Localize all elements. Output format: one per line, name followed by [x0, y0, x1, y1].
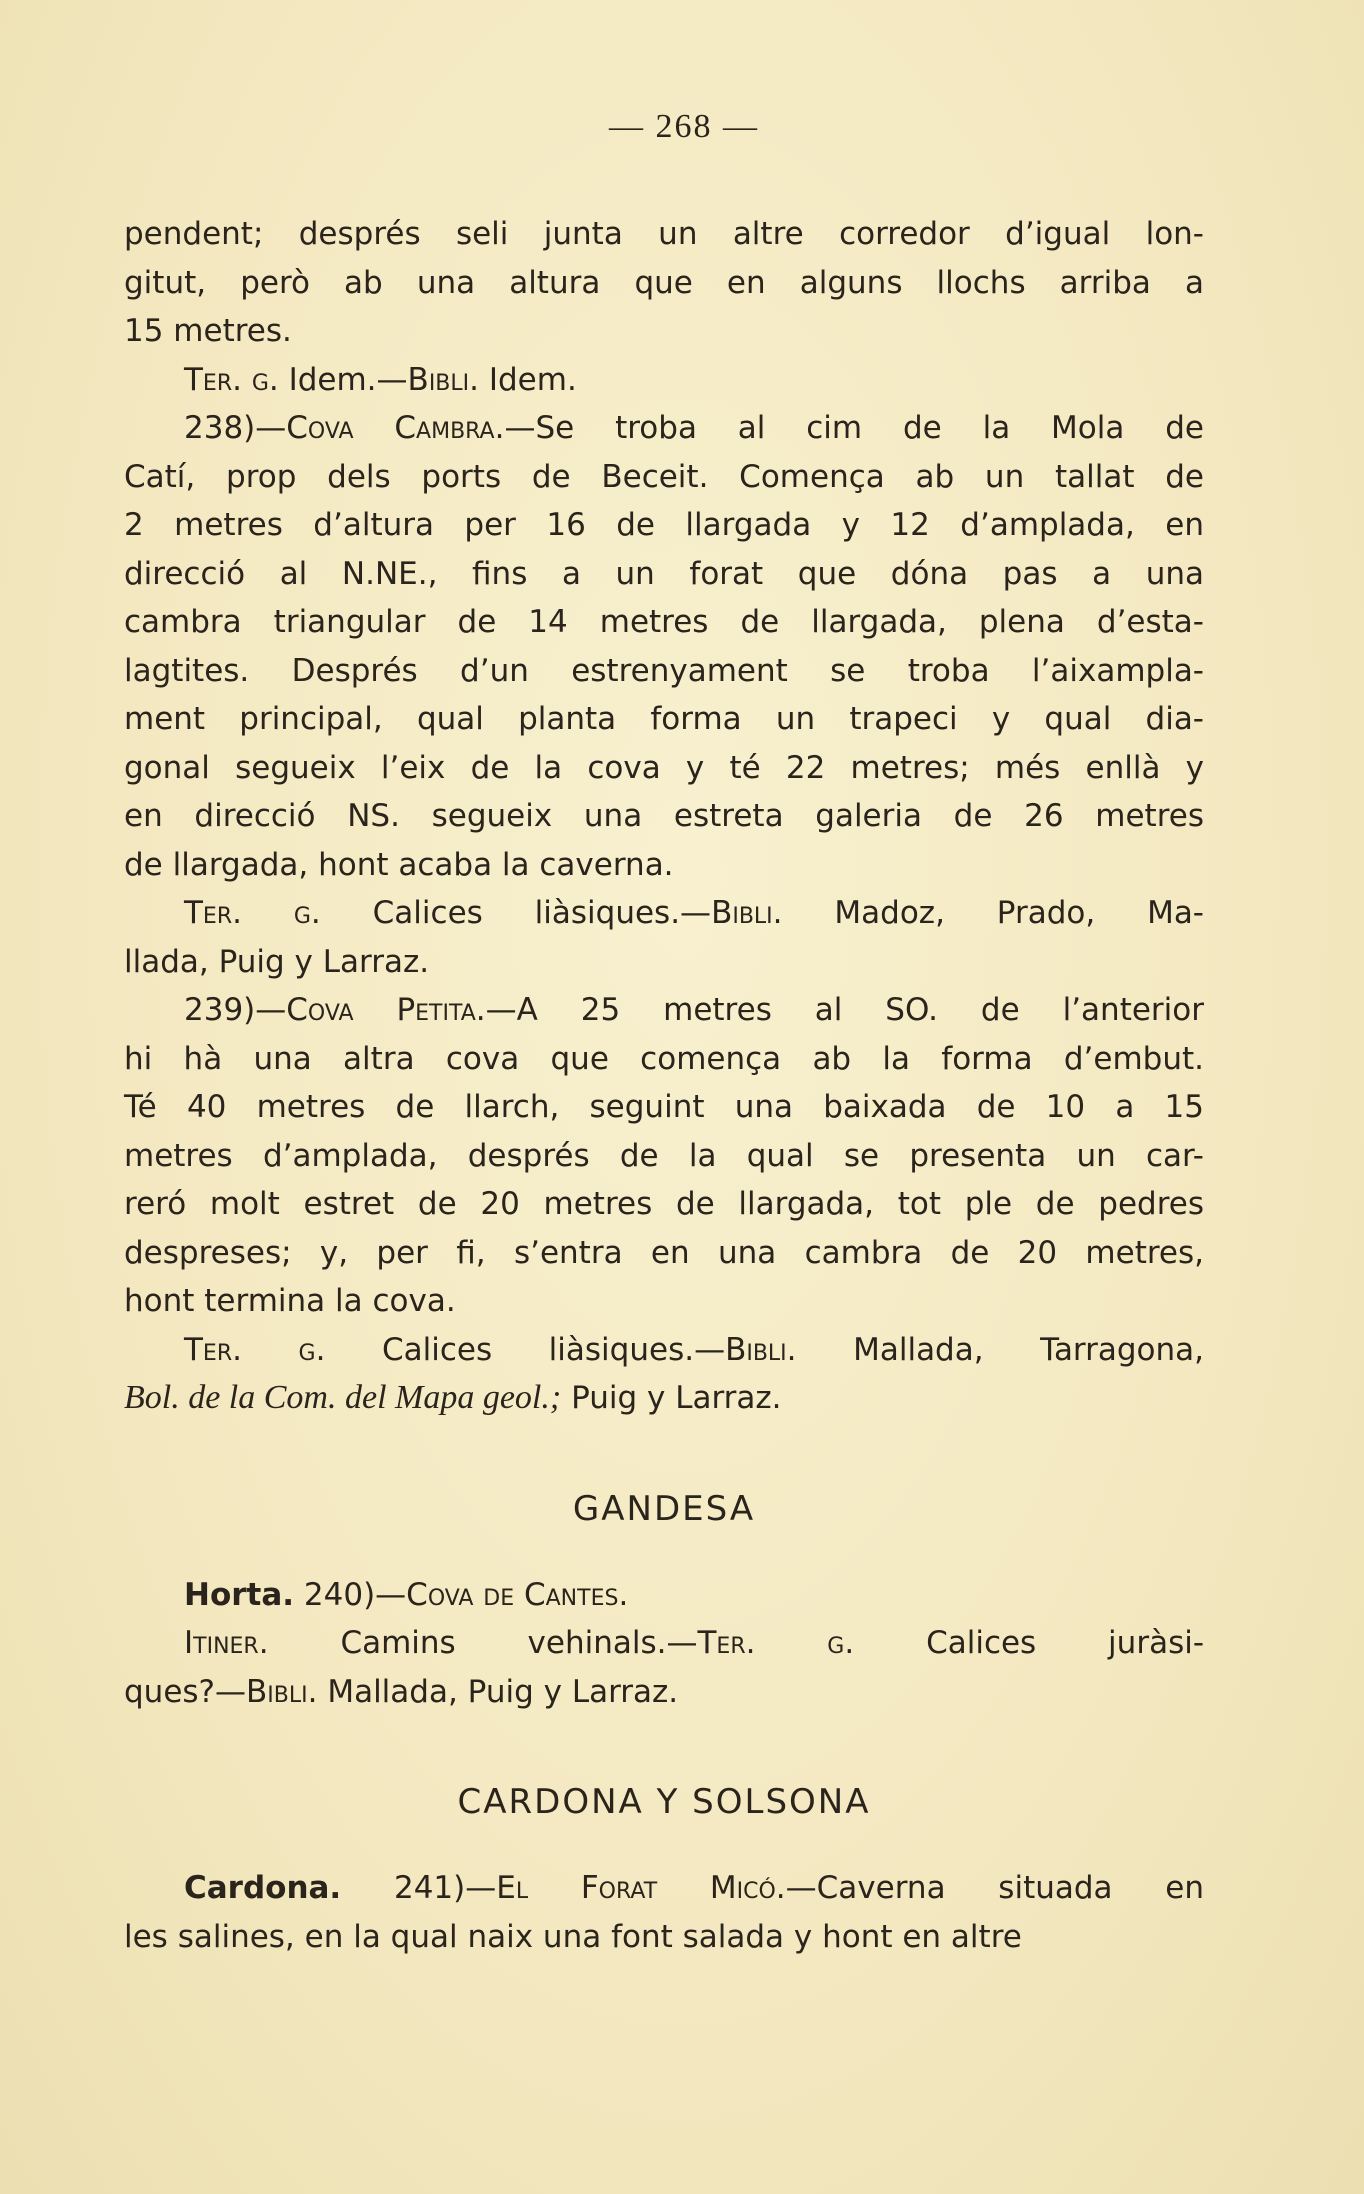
entry-text: —Se troba al cim de la Mola de — [504, 410, 1204, 446]
entry-first-line — [124, 404, 1204, 453]
text-line: direcció al N.NE., fins a un forat que dóna pas a una — [124, 555, 1204, 592]
ter-text: Idem.— — [288, 361, 408, 398]
text-line: en direcció NS. segueix una estreta galeria de 26 metres — [124, 798, 1204, 834]
bibli-text: Idem. — [488, 361, 577, 398]
entry-number: 238)— — [184, 410, 287, 446]
entry-first-line — [124, 1571, 1204, 1620]
bibli-label: Bibli. — [246, 1673, 318, 1710]
place-name: Cardona. — [184, 1870, 342, 1906]
text-line: hi hà una altra cova que comença ab la forma d’embut. — [124, 1040, 1204, 1077]
entry-number: 240)— — [303, 1576, 407, 1613]
reference-line — [124, 356, 1204, 405]
text-line: ment principal, qual planta forma un trapeci y qual dia- — [124, 701, 1204, 737]
ter-label: Ter. g. — [697, 1625, 855, 1661]
text-line: cambra triangular de 14 metres de llargada, plena d’esta- — [124, 604, 1204, 640]
text-fragment: ques?— — [124, 1673, 247, 1710]
text-line: les salines, en la qual naix una font salada y hont en altre — [124, 1918, 1022, 1955]
entry-first-line — [124, 1864, 1204, 1913]
text-line: 2 metres d’altura per 16 de llargada y 12 d’amplada, en — [124, 507, 1204, 543]
entry-name: Cova Cambra. — [286, 410, 505, 446]
text-line: gonal segueix l’eix de la cova y té 22 metres; més enllà y — [124, 749, 1204, 786]
text-line: Catí, prop dels ports de Beceit. Comença ab un tallat de — [124, 458, 1204, 495]
paragraph-intro — [124, 210, 1204, 356]
ter-label: Ter. g. — [184, 895, 321, 931]
ter-text: Calices liàsiques.— — [372, 895, 712, 931]
entry-240 — [124, 1571, 1204, 1717]
bibli-text: Puig y Larraz. — [571, 1380, 782, 1416]
text-line: pendent; després seli junta un altre corredor d’igual lon- — [124, 216, 1204, 252]
itiner-label: Itiner. — [184, 1625, 269, 1661]
entry-241 — [124, 1864, 1204, 1961]
entry-239 — [124, 986, 1204, 1423]
entry-first-line — [124, 986, 1204, 1035]
page-number: — 268 — — [609, 108, 759, 145]
ter-label: Ter. g. — [184, 361, 279, 398]
ter-text: Calices juràsi- — [926, 1625, 1205, 1661]
place-name: Horta. — [184, 1576, 295, 1613]
text-line: hont termina la cova. — [124, 1283, 456, 1319]
reference-line-2 — [124, 1374, 1204, 1423]
entry-text: —A 25 metres al SO. de l’anterior — [485, 992, 1204, 1028]
text-line: de llargada, hont acaba la caverna. — [124, 846, 674, 883]
reference-line-2 — [124, 1668, 1204, 1717]
entry-name: Cova de Cantes. — [406, 1576, 629, 1613]
entry-number: 239)— — [184, 992, 287, 1028]
bibli-text: Mallada, Tarragona, — [853, 1331, 1205, 1368]
text-line: Té 40 metres de llarch, seguint una baixada de 10 a 15 — [124, 1089, 1204, 1125]
bibli-text: Madoz, Prado, Ma- — [834, 895, 1204, 931]
bulletin-title: Bol. de la Com. del Mapa geol.; — [124, 1379, 562, 1416]
entry-number: 241)— — [393, 1870, 497, 1906]
entry-name: Cova Petita. — [286, 992, 486, 1028]
reference-line — [124, 889, 1204, 938]
reference-line — [124, 1619, 1204, 1668]
bibli-label: Bibli. — [711, 895, 783, 931]
text-line: metres d’amplada, després de la qual se presenta un car- — [124, 1137, 1204, 1174]
text-line: gitut, però ab una altura que en alguns llochs arriba a — [124, 264, 1204, 301]
ter-text: Calices liàsiques.— — [382, 1331, 726, 1368]
section-heading-gandesa: GANDESA — [572, 1488, 756, 1529]
ter-label: Ter. g. — [184, 1331, 326, 1368]
text-line: 15 metres. — [124, 313, 292, 349]
section-heading-cardona: CARDONA Y SOLSONA — [457, 1782, 871, 1822]
bibli-label: Bibli. — [725, 1331, 797, 1368]
reference-line — [124, 1326, 1204, 1375]
text-line: llada, Puig y Larraz. — [124, 943, 430, 980]
bibli-label: Bibli. — [407, 361, 479, 398]
entry-name: El Forat Micó. — [496, 1870, 786, 1906]
page — [124, 108, 1204, 1961]
text-line: lagtites. Després d’un estrenyament se troba l’aixampla- — [124, 652, 1204, 689]
itiner-text: Camins vehinals.— — [340, 1625, 698, 1661]
entry-238 — [124, 404, 1204, 986]
bibli-text: Mallada, Puig y Larraz. — [327, 1673, 679, 1710]
text-line: despreses; y, per fi, s’entra en una cambra de 20 metres, — [124, 1234, 1204, 1271]
entry-text: —Caverna situada en — [785, 1870, 1205, 1906]
text-line: reró molt estret de 20 metres de llargada, tot ple de pedres — [124, 1186, 1204, 1222]
